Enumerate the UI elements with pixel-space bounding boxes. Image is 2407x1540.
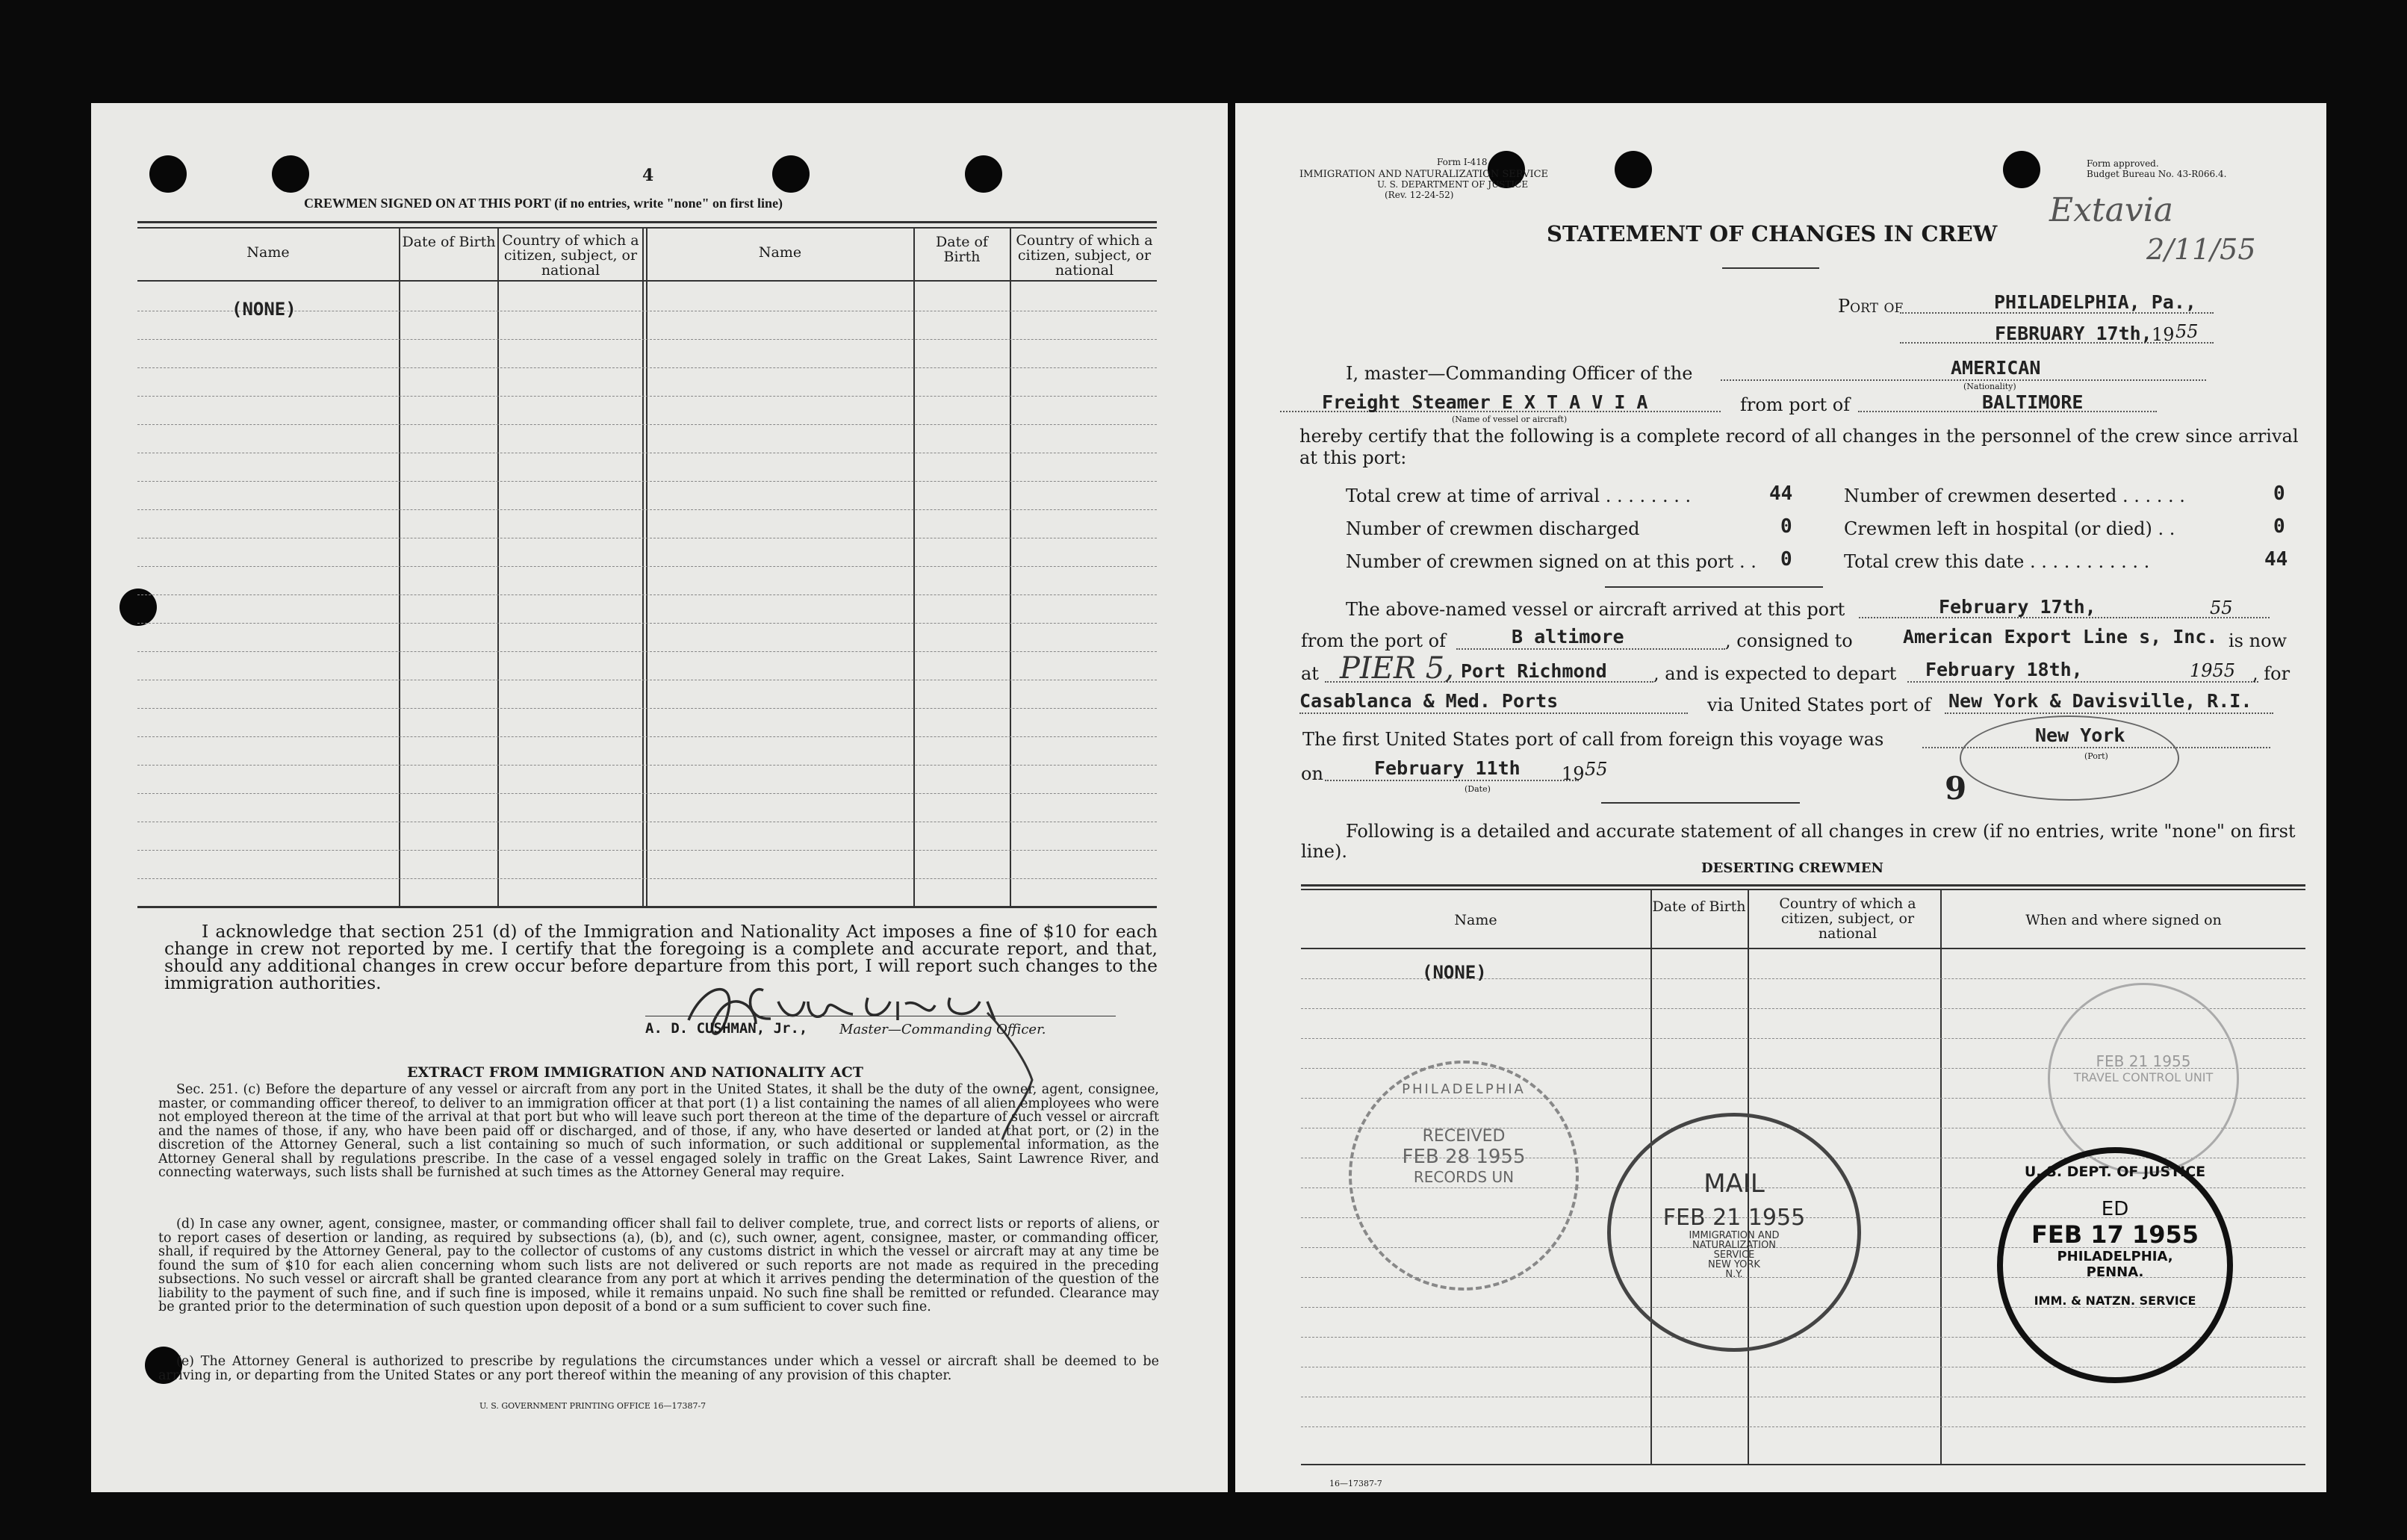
- on-year-prefix: 19: [1562, 763, 1585, 784]
- stat-value: 0: [2273, 482, 2285, 505]
- extract-text-c: Sec. 251. (c) Before the departure of any vessel or aircraft from any port in the United States, it shall be the duty of the owner, agent, consignee, master, or commanding officer thereof, to deliver to an immigration officer at that port (1) a list containing the names of all alien employees who were not employed thereon at the time of the arrival at that port but who will leave such port thereon at the time of the departure of such vessel or aircraft and the names of those, if any, who have been paid off or discharged, and of those, if any, who have deserted or landed at that port, or (2) in the discretion of the Attorney General, such a list containing so much of such information, or such additional or supplemental information, as the Attorney General shall by regulations prescribe. In the case of a vessel engaged solely in traffic on the Great Lakes, Saint Lawrence River, and connecting waterways, such lists shall be furnished at such times as the Attorney General may require.: [158, 1082, 1159, 1180]
- from-the-port-label: from the port of: [1301, 630, 1447, 651]
- arrived-text: The above-named vessel or aircraft arrived at this port: [1346, 599, 1845, 620]
- stat-label: Total crew at time of arrival . . . . . . . .: [1346, 485, 1692, 506]
- mail-stamp-title: MAIL: [1703, 1169, 1765, 1199]
- signer-title: Master—Commanding Officer.: [839, 1022, 1046, 1037]
- doj-stamp-city: PHILADELPHIA,: [2057, 1249, 2173, 1264]
- on-date: February 11th: [1374, 757, 1521, 779]
- from-port-label: from port of: [1740, 394, 1851, 415]
- punch-hole: [1615, 151, 1652, 188]
- extract-title: EXTRACT FROM IMMIGRATION AND NATIONALITY ACT: [407, 1064, 863, 1081]
- travel-control-stamp: [2048, 983, 2239, 1174]
- received-stamp-top: PHILADELPHIA: [1402, 1081, 1526, 1097]
- stat-value: 44: [1769, 482, 1793, 505]
- port-value: PHILADELPHIA, Pa.,: [1994, 291, 2196, 313]
- column-header: When and where signed on: [2025, 912, 2222, 928]
- stat-label: Total crew this date . . . . . . . . . . .: [1844, 551, 2150, 572]
- crewmen-signed-on-title: CREWMEN SIGNED ON AT THIS PORT (if no entries, write "none" on first line): [304, 196, 783, 211]
- printer-line: U. S. GOVERNMENT PRINTING OFFICE 16—17387-7: [479, 1401, 706, 1411]
- depart-date: February 18th,: [1925, 659, 2083, 680]
- stat-label: Number of crewmen deserted . . . . . .: [1844, 485, 2185, 506]
- first-port-text: The first United States port of call from foreign this voyage was: [1302, 729, 1884, 750]
- location-value: Port Richmond: [1461, 660, 1607, 682]
- year-prefix: 19: [2152, 324, 2175, 345]
- from-the-port-value: B altimore: [1512, 626, 1624, 648]
- column-header: Name: [1454, 912, 1497, 928]
- on-label: on: [1301, 763, 1323, 784]
- mail-stamp-line: IMMIGRATION AND: [1689, 1230, 1780, 1241]
- travel-stamp-text: TRAVEL CONTROL UNIT: [2073, 1070, 2214, 1084]
- revision: (Rev. 12-24-52): [1385, 190, 1454, 200]
- mail-stamp-line: NATURALIZATION: [1692, 1240, 1777, 1251]
- doj-stamp-ring-bottom: IMM. & NATZN. SERVICE: [2034, 1294, 2196, 1308]
- punch-hole: [2003, 151, 2040, 188]
- vessel-name: Freight Steamer E X T A V I A: [1322, 391, 1648, 413]
- column-header: Country of which a citizen, subject, or national: [502, 232, 639, 279]
- nationality-value: AMERICAN: [1951, 357, 2041, 379]
- stat-value: 0: [1780, 548, 1792, 571]
- travel-stamp-date: FEB 21 1955: [2096, 1052, 2191, 1070]
- deserting-entry: (NONE): [1422, 962, 1487, 983]
- doj-stamp-date: FEB 17 1955: [2031, 1220, 2199, 1249]
- punch-hole: [149, 155, 187, 193]
- form-approval: Form approved.: [2087, 158, 2159, 169]
- following-text: Following is a detailed and accurate statement of all changes in crew (if no entries, write "none" on first line).: [1301, 821, 2296, 862]
- master-text: I, master—Commanding Officer of the: [1346, 363, 1693, 384]
- doj-stamp-code: ED: [2101, 1198, 2129, 1220]
- received-stamp-bottom: RECORDS UN: [1413, 1168, 1515, 1186]
- destination: Casablanca & Med. Ports: [1299, 690, 1559, 712]
- column-header: Date of Birth: [936, 234, 988, 265]
- doj-stamp-state: PENNA.: [2086, 1264, 2144, 1280]
- mail-stamp: [1607, 1113, 1861, 1352]
- stat-label: Number of crewmen discharged: [1346, 518, 1640, 539]
- received-stamp-label: RECEIVED: [1422, 1127, 1506, 1146]
- arrived-date: February 17th,: [1939, 596, 2096, 618]
- handwritten-vessel-name: Extavia: [2049, 191, 2174, 229]
- from-port-value: BALTIMORE: [1982, 391, 2084, 413]
- punch-hole: [965, 155, 1002, 193]
- right-page: [1235, 103, 2326, 1492]
- stat-label: Number of crewmen signed on at this port . .: [1346, 551, 1757, 572]
- column-header: Date of Birth: [1652, 898, 1746, 915]
- via-port: New York & Davisville, R.I.: [1948, 690, 2252, 712]
- mail-stamp-line: SERVICE: [1713, 1249, 1755, 1261]
- received-stamp: [1349, 1061, 1579, 1291]
- first-port-value: New York: [2035, 724, 2125, 746]
- column-header: Country of which a citizen, subject, or national: [1016, 232, 1153, 279]
- left-page: [91, 103, 1228, 1492]
- punch-hole: [772, 155, 810, 193]
- stat-value: 44: [2264, 548, 2288, 571]
- handwritten-pier: PIER 5,: [1340, 651, 1454, 686]
- mail-stamp-line: NEW YORK: [1708, 1259, 1760, 1270]
- budget-bureau-number: Budget Bureau No. 43-R066.4.: [2087, 169, 2227, 179]
- depart-year: 1955: [2190, 660, 2236, 681]
- form-title: STATEMENT OF CHANGES IN CREW: [1547, 221, 1998, 246]
- for-label: , for: [2252, 663, 2290, 684]
- oval-stamp: [1960, 715, 2179, 801]
- mail-stamp-line: N.Y.: [1725, 1269, 1743, 1280]
- agency: IMMIGRATION AND NATURALIZATION SERVICE: [1299, 169, 1549, 180]
- received-stamp-date: FEB 28 1955: [1402, 1146, 1526, 1168]
- acknowledgement-text: I acknowledge that section 251 (d) of the Immigration and Nationality Act imposes a fine of $10 for each change in crew not reported by me. I certify that the foregoing is a complete and accurate report, and that, should any additional changes in crew occur before departure from this port, I will report such changes to the immigration authorities.: [164, 921, 1158, 993]
- at-label: at: [1301, 663, 1319, 684]
- extract-text-e: (e) The Attorney General is authorized to prescribe by regulations the circumstances under which a vessel or aircraft shall be deemed to be arriving in, or departing from the United States or any port thereof within the meaning of any provision of this chapter.: [158, 1354, 1159, 1383]
- nationality-caption: (Nationality): [1963, 382, 2016, 391]
- consignee: American Export Line s, Inc.: [1903, 626, 2218, 648]
- port-label: Port of: [1838, 296, 1904, 317]
- punch-hole: [272, 155, 309, 193]
- stat-value: 0: [1780, 515, 1792, 538]
- doj-stamp-ring-top: U. S. DEPT. OF JUSTICE: [2024, 1164, 2206, 1180]
- column-header: Name: [246, 244, 290, 261]
- on-year: 55: [1585, 759, 1608, 780]
- date-caption: (Date): [1465, 784, 1491, 794]
- handwritten-date: 2/11/55: [2146, 233, 2256, 266]
- stat-label: Crewmen left in hospital (or died) . .: [1844, 518, 2175, 539]
- form-label: Form I-418: [1437, 157, 1488, 167]
- consigned-label: , consigned to: [1725, 630, 1853, 651]
- report-date: FEBRUARY 17th,: [1995, 323, 2152, 344]
- column-header: Date of Birth: [402, 234, 496, 250]
- port-caption: (Port): [2084, 751, 2108, 761]
- signer-name: A. D. CUSHMAN, Jr.,: [645, 1020, 808, 1037]
- handwritten-number: 9: [1945, 770, 1967, 807]
- expected-depart-label: , and is expected to depart: [1653, 663, 1897, 684]
- table-entry: (NONE): [232, 299, 296, 320]
- deserting-title: DESERTING CREWMEN: [1701, 860, 1883, 876]
- department: U. S. DEPARTMENT OF JUSTICE: [1377, 179, 1529, 190]
- is-now-label: is now: [2229, 630, 2288, 651]
- extract-text-d: (d) In case any owner, agent, consignee, master, or commanding officer shall fail to deliver complete, true, and correct lists or reports of aliens, or to report cases of desertion or landing, as required by subsections (a), (b), and (c), such owner, agent, consignee, master, or commanding officer, shall, if required by the Attorney General, pay to the collector of customs of any customs district in which the vessel or aircraft may at any time be found the sum of $10 for each alien concerning whom such lists are not delivered or such reports are not made as required in the preceding subsections. No such vessel or aircraft shall be granted clearance from any port at which it arrives pending the determination of the question of the liability to the payment of such fine, and if such fine is imposed, while it remains unpaid. No such fine shall be remitted or refunded. Clearance may be granted prior to the determination of such question upon deposit of a bond or a sum sufficient to cover such fine.: [158, 1217, 1159, 1314]
- via-label: via United States port of: [1707, 695, 1931, 715]
- stat-value: 0: [2273, 515, 2285, 538]
- doj-stamp: [1997, 1147, 2233, 1383]
- column-header: Name: [758, 244, 802, 261]
- report-year: 55: [2175, 321, 2199, 342]
- vessel-caption: (Name of vessel or aircraft): [1452, 415, 1568, 424]
- arrived-year: 55: [2210, 597, 2233, 618]
- mail-stamp-date: FEB 21 1955: [1662, 1205, 1806, 1231]
- column-header: Country of which a citizen, subject, or national: [1779, 895, 1916, 942]
- footer-code: 16—17387-7: [1329, 1479, 1382, 1488]
- certify-text: hereby certify that the following is a complete record of all changes in the personnel of the crew since arrival at this port:: [1299, 426, 2299, 468]
- page-number: 4: [642, 166, 654, 185]
